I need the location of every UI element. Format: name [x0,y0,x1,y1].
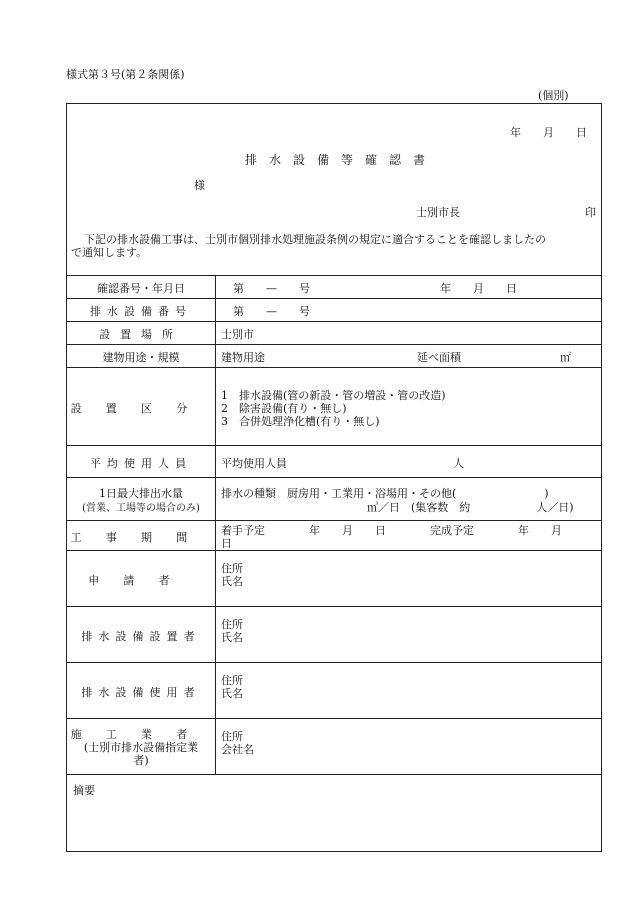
applicant-name: 氏名 [221,575,243,588]
rule [67,520,601,521]
rule [67,275,601,276]
facility-no-label: 排水設備番号 [89,305,193,318]
installer-address: 住所 [221,618,243,631]
location-value: 士別市 [221,328,254,341]
users-label: 平均使用人員 [89,457,193,470]
addressee-suffix: 様 [194,179,205,192]
form-number: 様式第３号(第２条関係) [66,68,185,81]
installer-label: 排水設備設置者 [81,630,201,643]
facility-user-name: 氏名 [221,687,243,700]
max-discharge-volume: ㎥／日 (集客数 約 人／日) [367,501,574,514]
facility-no-value: 第 — 号 [233,305,310,318]
building-label: 建物用途・規模 [102,351,180,364]
installer-name: 氏名 [221,631,243,644]
contractor-sublabel: (士別市排水設備指定業 [83,741,199,754]
building-use-value: 建物用途 [221,351,265,364]
category-item-2: 2 除害設備(有り・無し) [221,402,347,415]
rule [67,298,601,299]
rule [67,367,601,368]
remarks-label: 摘要 [73,784,95,797]
rule [67,662,601,663]
location-label: 設置場所 [99,328,183,341]
body-text-line-2: で通知します。 [71,246,148,259]
rule [67,321,601,322]
form-category: (個別) [538,89,569,102]
confirm-date-value: 年 月 日 [440,282,517,295]
building-area-value: 延べ面積 [417,351,461,364]
period-value-1: 着手予定 年 月 日 完成予定 年 月 [221,524,562,537]
column-divider [215,275,216,774]
contractor-label: 施工業者 [70,728,212,741]
document-title: 排 水 設 備 等 確 認 書 [245,153,426,167]
period-label: 工事期間 [70,531,212,544]
category-label: 設置区分 [70,402,212,415]
rule [67,550,601,551]
applicant-address: 住所 [221,562,243,575]
applicant-label: 申請者 [88,574,194,587]
rule [67,774,601,775]
rule [67,718,601,719]
users-unit: 人 [453,457,464,470]
period-value-2: 日 [221,537,232,550]
facility-user-address: 住所 [221,674,243,687]
rule [67,606,601,607]
issuer: 士別市長 [416,206,460,219]
confirm-no-label: 確認番号・年月日 [97,282,185,295]
users-value: 平均使用人員 [221,457,287,470]
seal-mark: 印 [585,206,596,219]
category-item-3: 3 合併処理浄化槽(有り・無し) [221,415,380,428]
category-item-1: 1 排水設備(管の新設・管の増設・管の改造) [221,389,446,402]
rule [67,477,601,478]
confirm-no-value: 第 — 号 [233,282,310,295]
rule [67,445,601,446]
max-discharge-type: 排水の種類 厨房用・工業用・浴場用・その他( ) [221,487,549,500]
facility-user-label: 排水設備使用者 [81,686,201,699]
contractor-sublabel-end: 者) [133,754,149,767]
building-area-unit: ㎡ [560,351,571,364]
confirmation-form [66,103,602,852]
body-text-line-1: 下記の排水設備工事は、士別市個別排水処理施設条例の規定に適合することを確認しましたの [84,233,546,246]
contractor-address: 住所 [221,730,243,743]
date-line: 年 月 日 [510,126,587,139]
rule [67,344,601,345]
contractor-company: 会社名 [221,743,254,756]
max-discharge-sublabel: (営業、工場等の場合のみ) [82,503,200,514]
max-discharge-label: 1日最大排出水量 [99,487,183,500]
